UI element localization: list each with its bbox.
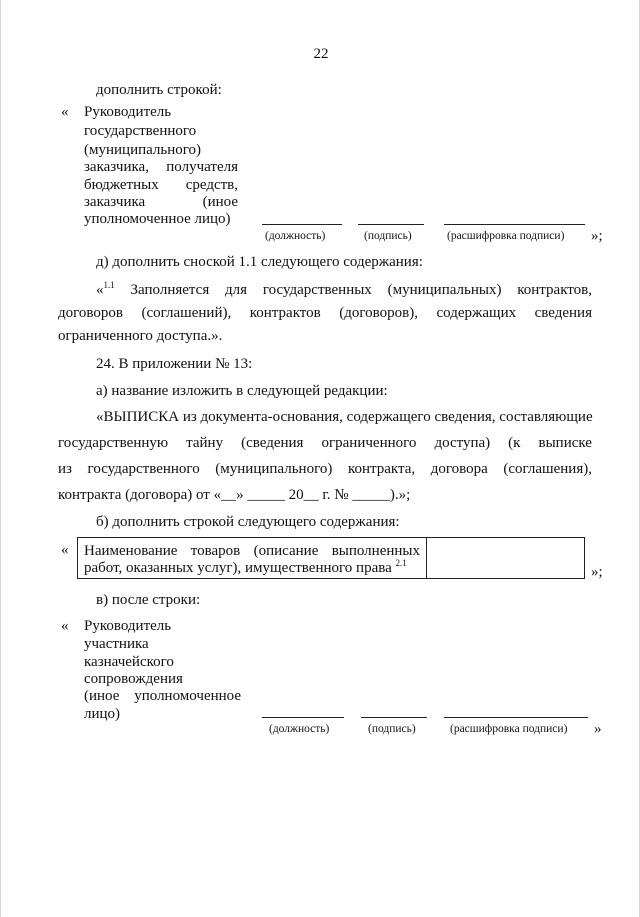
quote-close: »; [591,228,603,244]
footnote-line-1 [96,280,592,300]
word: (иное [84,688,120,704]
word: бюджетных [84,177,159,193]
word: сведения [534,305,592,321]
word: средств, [185,177,238,193]
word: выполненных [331,543,420,559]
word: контрактов, [517,282,592,298]
word: (описание [253,543,319,559]
quote-open: « [61,618,69,634]
paragraph-footnote-intro: д) дополнить сноской 1.1 следующего содержания: [96,254,423,270]
word: уполномоченное [134,688,241,704]
title-para-line-4: контракта (договора) от «__» _____ 20__ г. № _____).»; [58,487,411,503]
signature-line-position [262,224,342,225]
signature-line-position [262,717,344,718]
word: государственную [58,435,169,451]
signature-line-signature [358,224,424,225]
block2-line-5 [84,686,241,706]
block1-line-3: (муниципального) [84,142,202,158]
word: контрактов [249,305,321,321]
title-para-line-2 [58,433,592,453]
footnote-ref: 2.1 [395,558,407,568]
label-decoding: (расшифровка подписи) [447,230,565,242]
word: для [225,282,248,298]
word: ограниченного [321,435,417,451]
word: (соглашений), [141,305,232,321]
word: государственных [262,282,372,298]
quote-close: » [594,721,602,737]
label-position: (должность) [269,723,330,735]
label-signature: (подпись) [368,723,416,735]
signature-line-decoding [444,224,585,225]
title-para-line-1: «ВЫПИСКА из документа-основания, содержащего сведения, составляющие [96,409,593,425]
quote-open: « [61,104,69,120]
word: (соглашения), [503,461,592,477]
paragraph-item-b: б) дополнить строкой следующего содержания: [96,514,400,530]
block1-line-4 [84,157,238,177]
word: заказчика, [84,159,149,175]
word: (сведения [241,435,304,451]
block1-line-7: уполномоченное лицо) [84,211,231,227]
word: договора [430,461,488,477]
quote-open: « [61,542,69,558]
word: Наименование [84,543,178,559]
block1-line-2: государственного [84,123,197,139]
word: тайну [186,435,224,451]
paragraph-item-a: а) название изложить в следующей редакции: [96,383,388,399]
word: государственного [87,461,200,477]
word: содержащих [436,305,517,321]
footnote-marker: «$^{1.1}$ [96,280,115,298]
title-para-line-3 [58,459,592,479]
word: (муниципальных) [387,282,502,298]
cell-text: работ, оказанных услуг), имущественного права [84,560,392,576]
footnote-line-2 [58,303,592,323]
word: Заполняется [130,282,210,298]
label-signature: (подпись) [364,230,412,242]
word: доступа) [434,435,491,451]
paragraph-item-v: в) после строки: [96,592,201,608]
block1-line-1: Руководитель [84,104,172,120]
paragraph-add-line: дополнить строкой: [96,82,222,98]
footnote-line-3: ограниченного доступа.». [58,328,223,344]
table-cell-line-2 [84,558,407,578]
word: (договоров), [339,305,418,321]
table-cell-divider [426,538,427,578]
signature-line-signature [361,717,427,718]
word: получателя [166,159,238,175]
paragraph-item-24: 24. В приложении № 13: [96,356,253,372]
word: (иное [202,194,238,210]
block2-line-6: лицо) [84,706,121,722]
word: контракта, [347,461,416,477]
word: из [58,461,72,477]
signature-line-decoding [444,717,588,718]
table-row [77,537,585,579]
word: выписке [538,435,592,451]
label-decoding: (расшифровка подписи) [450,723,568,735]
word: (муниципального) [215,461,333,477]
word: договоров [58,305,123,321]
block2-line-1: Руководитель [84,618,172,634]
word: товаров [190,543,241,559]
block2-line-4: сопровождения [84,671,183,687]
block2-line-2: участника [84,636,149,652]
label-position: (должность) [265,230,326,242]
quote-close: »; [591,564,603,580]
word: заказчика [84,194,146,210]
block2-line-3: казначейского [84,654,174,670]
page-number: 22 [313,46,329,62]
word: (к [508,435,521,451]
